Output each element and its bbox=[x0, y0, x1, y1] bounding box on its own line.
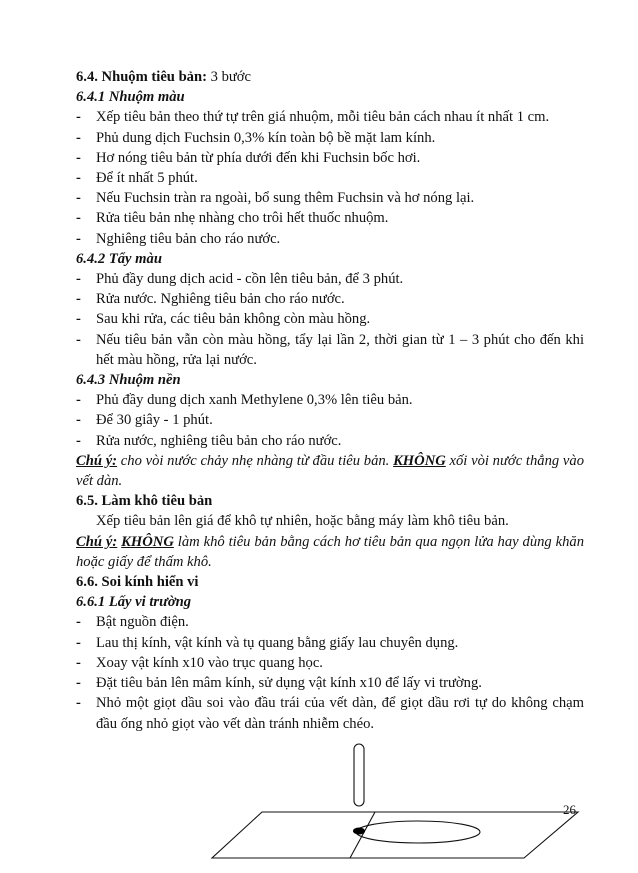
list-item: - Rửa tiêu bản nhẹ nhàng cho trôi hết thuốc nhuộm. bbox=[76, 210, 389, 227]
paragraph-drying: Xếp tiêu bản lên giá để khô tự nhiên, hoặc bằng máy làm khô tiêu bản. bbox=[96, 513, 509, 530]
list-item: - Phủ dung dịch Fuchsin 0,3% kín toàn bộ bề mặt lam kính. bbox=[76, 129, 436, 146]
list-item: - Phủ đầy dung dịch acid - cồn lên tiêu bản, để 3 phút. bbox=[76, 271, 404, 288]
oil-drop bbox=[353, 828, 365, 835]
list-item: - Nhỏ một giọt dầu soi vào đầu trái của vết dàn, để giọt dầu rơi tự do không chạm đầu ống nhỏ giọt vào vết dàn tránh nhiễm chéo. bbox=[76, 695, 584, 732]
list-item: - Bật nguồn điện. bbox=[76, 614, 189, 631]
smear-boundary-line bbox=[350, 812, 375, 858]
heading-6-6: 6.6. Soi kính hiển vi bbox=[76, 574, 199, 591]
heading-6-4-1: 6.4.1 Nhuộm màu bbox=[76, 89, 185, 106]
list-item: - Rửa nước, nghiêng tiêu bản cho ráo nước. bbox=[76, 432, 342, 449]
list-item: - Để 30 giây - 1 phút. bbox=[76, 412, 213, 429]
list-item: - Phủ đầy dung dịch xanh Methylene 0,3% lên tiêu bản. bbox=[76, 392, 413, 409]
list-item: - Nghiêng tiêu bản cho ráo nước. bbox=[76, 230, 281, 247]
note-drying: Chú ý: KHÔNG làm khô tiêu bản bằng cách hơ tiêu bản qua ngọn lửa hay dùng khăn hoặc giấy để thấm khô. bbox=[76, 533, 585, 570]
heading-6-6-1: 6.6.1 Lấy vi trường bbox=[76, 594, 192, 611]
list-item: - Sau khi rửa, các tiêu bản không còn màu hồng. bbox=[76, 311, 371, 328]
glass-slide-outline bbox=[212, 812, 578, 858]
dropper-tube bbox=[354, 744, 364, 806]
page-number: 26 bbox=[563, 802, 576, 817]
list-item: - Lau thị kính, vật kính và tụ quang bằng giấy lau chuyên dụng. bbox=[76, 634, 459, 651]
list-item: - Nếu Fuchsin tràn ra ngoài, bổ sung thêm Fuchsin và hơ nóng lại. bbox=[76, 190, 475, 207]
list-item: - Nếu tiêu bản vẫn còn màu hồng, tẩy lại lần 2, thời gian từ 1 – 3 phút cho đến khi hết màu hồng, rửa lại nước. bbox=[76, 331, 584, 368]
note-rinse: Chú ý: cho vòi nước chảy nhẹ nhàng từ đầu tiêu bản. KHÔNG xối vòi nước thẳng vào vết dàn. bbox=[76, 452, 584, 490]
list-item: - Xoay vật kính x10 vào trục quang học. bbox=[76, 654, 323, 671]
heading-6-4: 6.4. Nhuộm tiêu bản: 3 bước bbox=[76, 69, 251, 85]
list-item: - Hơ nóng tiêu bản từ phía dưới đến khi Fuchsin bốc hơi. bbox=[76, 149, 421, 166]
list-item: - Xếp tiêu bản theo thứ tự trên giá nhuộm, mỗi tiêu bản cách nhau ít nhất 1 cm. bbox=[76, 109, 550, 126]
list-item: - Để ít nhất 5 phút. bbox=[76, 170, 198, 187]
heading-6-5: 6.5. Làm khô tiêu bản bbox=[76, 493, 213, 510]
list-item: - Rửa nước. Nghiêng tiêu bản cho ráo nước. bbox=[76, 291, 345, 308]
heading-6-4-2: 6.4.2 Tẩy màu bbox=[76, 250, 162, 267]
heading-6-4-3: 6.4.3 Nhuộm nền bbox=[76, 372, 181, 389]
smear-ellipse bbox=[356, 821, 480, 843]
list-item: - Đặt tiêu bản lên mâm kính, sử dụng vật kính x10 để lấy vi trường. bbox=[76, 675, 482, 692]
